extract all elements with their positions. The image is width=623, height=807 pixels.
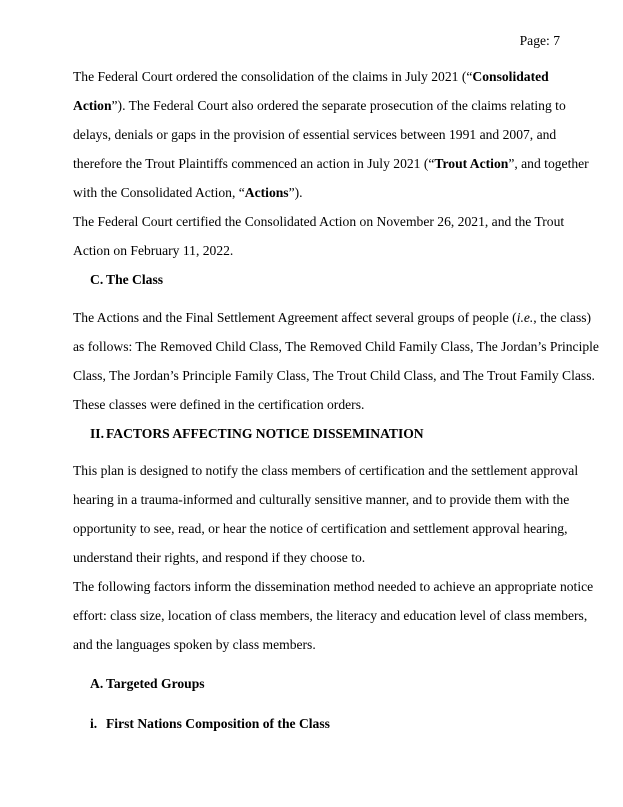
text-run: opportunity to see, read, or hear the notice of certification and settlement approval hearing, bbox=[73, 521, 568, 536]
text-line bbox=[73, 120, 555, 149]
text-line bbox=[73, 361, 595, 390]
heading-text: The Class bbox=[106, 272, 164, 287]
heading-number: i. bbox=[90, 716, 98, 731]
text-line bbox=[73, 630, 555, 659]
text-line bbox=[73, 456, 579, 485]
heading-number: II. bbox=[90, 426, 104, 441]
text-run: These classes were defined in the certification orders. bbox=[73, 397, 365, 412]
text-run: The following factors inform the dissemination method needed to achieve an appropriate notice bbox=[73, 579, 594, 594]
text-run: delays, denials or gaps in the provision of essential services between 1991 and 2007, and bbox=[73, 127, 557, 142]
text-run: hearing in a trauma-informed and culturally sensitive manner, and to provide them with the bbox=[73, 492, 570, 507]
text-run: with the Consolidated Action, “ bbox=[73, 185, 245, 200]
heading-factors-affecting-notice-dissemination bbox=[90, 419, 555, 448]
text-run: as follows: The Removed Child Class, The Removed Child Family Class, The Jordan’s Principle bbox=[73, 339, 599, 354]
heading-text: FACTORS AFFECTING NOTICE DISSEMINATION bbox=[106, 426, 424, 441]
text-run: Action on February 11, 2022. bbox=[73, 243, 234, 258]
text-run: therefore the Trout Plaintiffs commenced an action in July 2021 (“ bbox=[73, 156, 435, 171]
text-line bbox=[73, 390, 555, 419]
text-run: This plan is designed to notify the class members of certification and the settlement approval bbox=[73, 463, 579, 478]
text-run: The Actions and the Final Settlement Agreement affect several groups of people ( bbox=[73, 310, 517, 325]
text-line bbox=[73, 91, 566, 120]
heading-number: A. bbox=[90, 676, 104, 691]
paragraph bbox=[73, 456, 579, 572]
heading-number: C. bbox=[90, 272, 104, 287]
document-content bbox=[73, 62, 599, 738]
text-line bbox=[73, 178, 555, 207]
heading-targeted-groups bbox=[90, 669, 555, 698]
text-run: i.e. bbox=[516, 310, 534, 325]
heading-first-nations-composition bbox=[90, 709, 555, 738]
text-line bbox=[73, 601, 588, 630]
text-run: Actions bbox=[244, 185, 289, 200]
text-line bbox=[73, 303, 592, 332]
text-line bbox=[73, 207, 565, 236]
heading-the-class bbox=[90, 265, 555, 294]
text-run: ”). The Federal Court also ordered the separate prosecution of the claims relating to bbox=[111, 98, 566, 113]
text-line bbox=[73, 332, 599, 361]
text-run: Class, The Jordan’s Principle Family Class, The Trout Child Class, and The Trout Family Class. bbox=[73, 368, 595, 383]
text-line bbox=[73, 62, 555, 91]
text-run: Consolidated bbox=[472, 69, 549, 84]
text-run: The Federal Court ordered the consolidation of the claims in July 2021 (“ bbox=[73, 69, 473, 84]
text-run: ”, and together bbox=[508, 156, 589, 171]
text-run: , the class) bbox=[533, 310, 592, 325]
paragraph bbox=[73, 572, 594, 659]
text-run: Trout Action bbox=[434, 156, 509, 171]
paragraph bbox=[73, 303, 599, 419]
text-run: effort: class size, location of class members, the literacy and education level of class members, bbox=[73, 608, 588, 623]
paragraph bbox=[73, 207, 565, 265]
paragraph bbox=[73, 62, 589, 207]
text-line bbox=[73, 514, 568, 543]
text-line bbox=[73, 149, 589, 178]
text-line bbox=[73, 572, 594, 601]
heading-text: First Nations Composition of the Class bbox=[106, 716, 330, 731]
text-line bbox=[73, 543, 555, 572]
text-run: Action bbox=[73, 98, 112, 113]
text-run: ”). bbox=[288, 185, 303, 200]
page-number: Page: 7 bbox=[519, 33, 560, 48]
text-line bbox=[73, 236, 555, 265]
text-line bbox=[73, 485, 570, 514]
heading-text: Targeted Groups bbox=[106, 676, 205, 691]
text-run: and the languages spoken by class members. bbox=[73, 637, 316, 652]
text-run: The Federal Court certified the Consolidated Action on November 26, 2021, and the Trout bbox=[73, 214, 565, 229]
text-run: understand their rights, and respond if they choose to. bbox=[73, 550, 366, 565]
